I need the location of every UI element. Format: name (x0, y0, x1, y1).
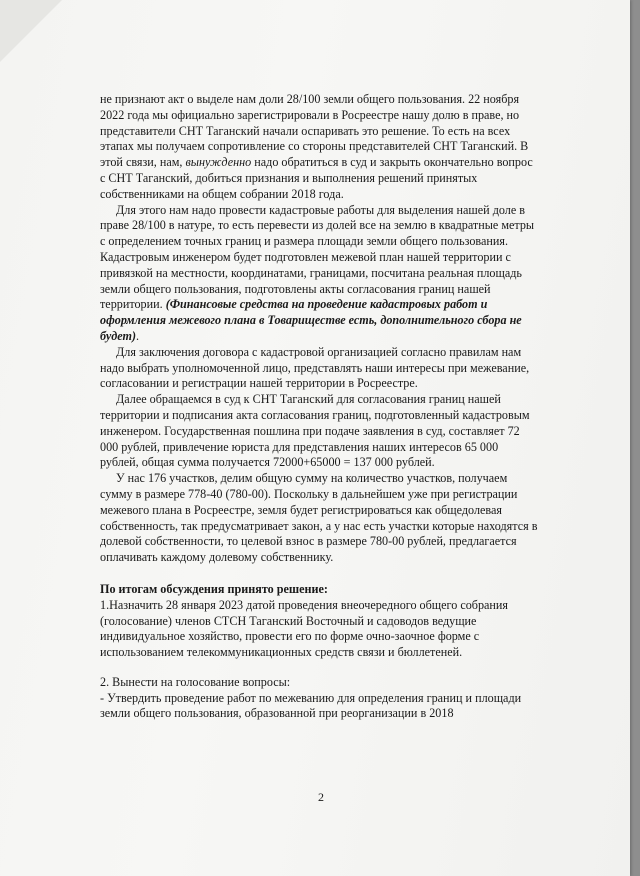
paragraph-2-text-a: Для этого нам надо провести кадастровые работы для выделения нашей доле в праве 28/100 в натуре, то есть перевести из долей все на землю в квадратные метры с определением точных границ и размера площади земли общего пользования. Кадастровым инженером будет подготовлен межевой план нашей территории с привязкой на местности, координатами, границами, посчитана реальная площадь земли общего пользования, подготовлены акты согласования границ нашей территории. (100, 202, 535, 312)
paragraph-2-text-b: . (136, 328, 140, 343)
paragraph-1-text-b: надо обратиться в суд и закрыть окончательно вопрос с СНТ Таганский, добиться признания и выполнения решений принятых собственниками на общем собрании 2018 года. (100, 155, 533, 201)
page-number: 2 (318, 790, 324, 804)
paragraph-3: Для заключения договора с кадастровой организацией согласно правилам нам надо выбрать уполномоченной лицо, представлять наши интересы при межевание, согласовании и регистрации нашей территории в Росреестре. (100, 344, 530, 391)
decision-item-1: 1.Назначить 28 января 2023 датой проведения внеочередного общего собрания (голосование) членов СТСН Таганский Восточный и садоводов ведущие индивидуальное хозяйство, провести его по форме очно-заочное форме с использованием телекоммуникационных средств связи и бюллетеней. (100, 597, 509, 660)
folded-corner (0, 0, 62, 62)
paragraph-1 (100, 92, 538, 203)
paragraph-4: Далее обращаемся в суд к СНТ Таганский для согласования границ нашей территории и подписания акта согласования границ, подготовленный кадастровым инженером. Государственная пошлина при подаче заявления в суд, составляет 72 000 рублей, привлечение юриста для представления наших интересов 65 000 рублей, общая сумма получается 72000+65000 = 137 000 рублей. (100, 392, 530, 470)
spacer (100, 566, 538, 582)
paragraph-5: У нас 176 участков, делим общую сумму на количество участков, получаем сумму в размере 778-40 (780-00). Поскольку в дальнейшем уже при регистрации межевого плана в Росреестре, земля будет регистрироваться как общедолевая собственность, так предусматривает закон, а у нас есть участки которые находятся в долевой собственности, то целевой взнос в размере 780-00 рублей, предлагается оплачивать каждому долевому собственнику. (100, 471, 538, 565)
decision-heading: По итогам обсуждения принято решение: (100, 581, 328, 596)
paragraph-1-italic: вынужденно (185, 155, 252, 170)
decision-item-2: 2. Вынести на голосование вопросы: (100, 674, 291, 689)
paragraph-1-text-a: не признают акт о выделе нам доли 28/100 земли общего пользования. 22 ноября 2022 года мы официально зарегистрировали в Росреестре нашу долю в праве, но представители СНТ Таганский начали оспаривать это решение. То есть на всех этапах мы получаем сопротивление со стороны представителей СНТ Таганский. В этой связи, нам, (100, 92, 529, 170)
paragraph-2 (100, 203, 538, 345)
decision-item-2-subitem: - Утвердить проведение работ по межеванию для определения границ и площади земли общего пользования, образованной при реорганизации в 2018 (100, 690, 522, 721)
paragraph-2-bold-italic: (Финансовые средства на проведение кадастровых работ и оформления межевого плана в Товариществе есть, дополнительного сбора не будет) (100, 297, 522, 343)
spacer (100, 661, 538, 675)
document-body (100, 92, 538, 722)
